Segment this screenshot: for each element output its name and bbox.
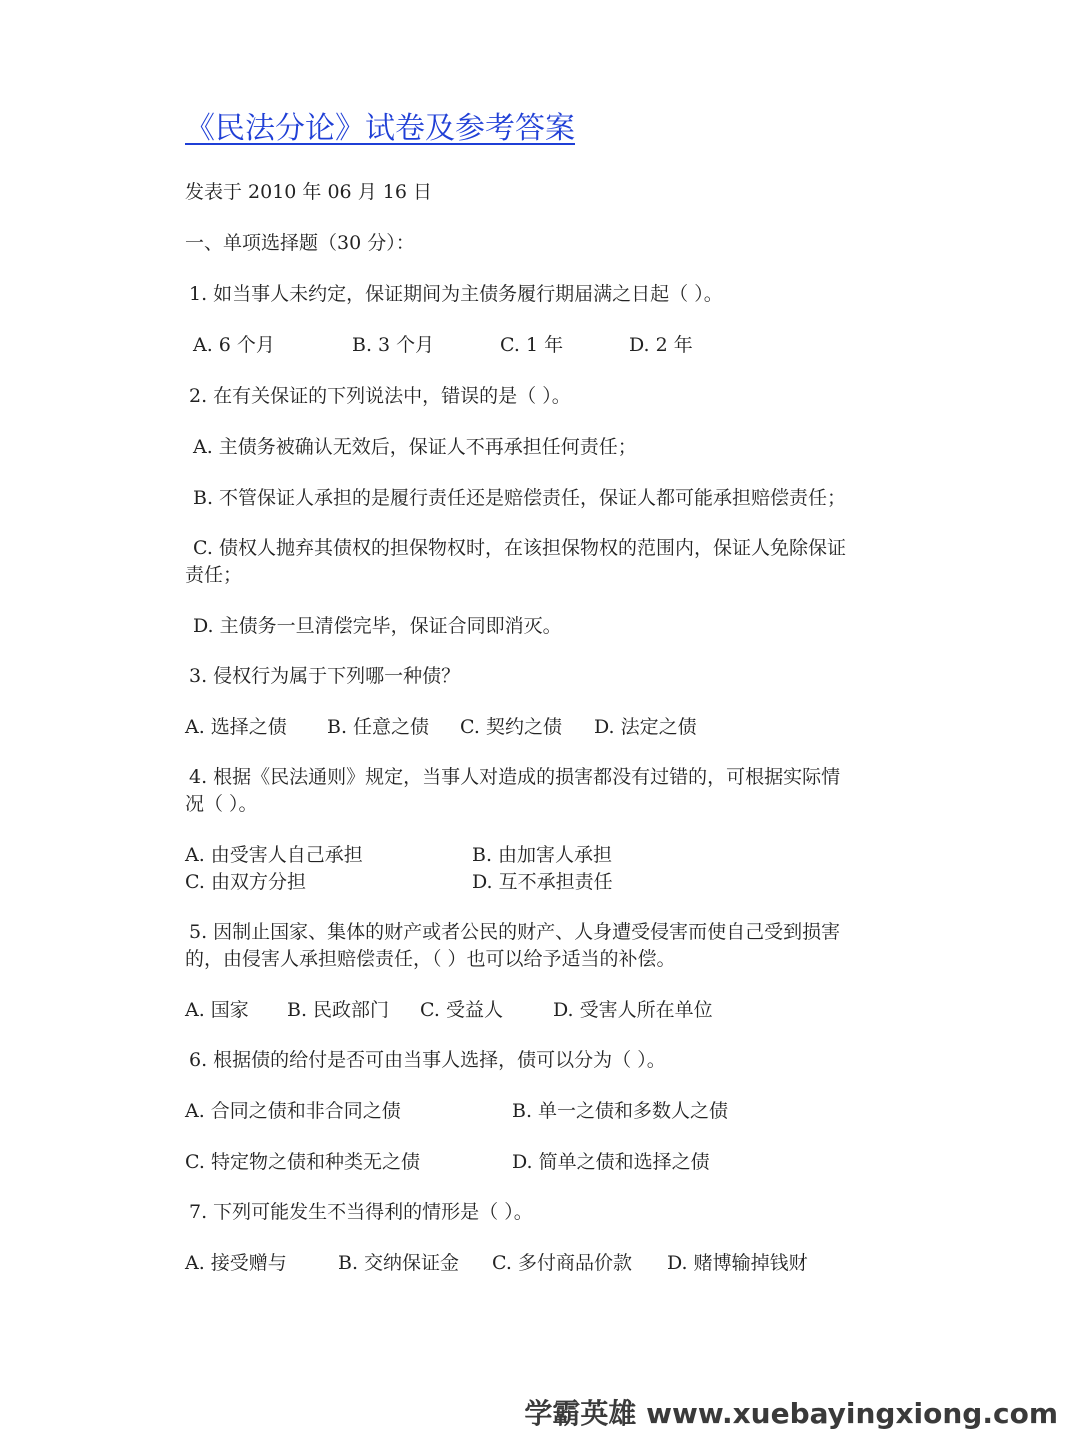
question-5-option-a: A. 国家 [185,999,249,1021]
question-5-option-d: D. 受害人所在单位 [553,999,713,1021]
question-3-option-b: B. 任意之债 [327,716,430,738]
question-2-option-c-cont: 责任； [185,564,243,586]
section-heading: 一、单项选择题（30 分）： [185,232,415,254]
question-1-stem: 1. 如当事人未约定，保证期间为主债务履行期届满之日起（ ）。 [189,283,723,305]
question-4-option-c: C. 由双方分担 [185,871,306,893]
question-6-option-a: A. 合同之债和非合同之债 [185,1100,401,1122]
question-1-option-b: B. 3 个月 [352,334,435,356]
question-5-option-c: C. 受益人 [420,999,503,1021]
question-5-option-b: B. 民政部门 [287,999,390,1021]
question-1-option-a: A. 6 个月 [193,334,275,356]
question-6-option-c: C. 特定物之债和种类无之债 [185,1151,420,1173]
question-6-stem: 6. 根据债的给付是否可由当事人选择，债可以分为（ ）。 [189,1049,666,1071]
question-2-option-d: D. 主债务一旦清偿完毕，保证合同即消灭。 [193,615,562,637]
question-3-stem: 3. 侵权行为属于下列哪一种债？ [189,665,461,687]
question-6-option-d: D. 简单之债和选择之债 [512,1151,710,1173]
question-7-stem: 7. 下列可能发生不当得利的情形是（ ）。 [189,1201,533,1223]
question-6-option-b: B. 单一之债和多数人之债 [512,1100,729,1122]
question-2-option-b: B. 不管保证人承担的是履行责任还是赔偿责任，保证人都可能承担赔偿责任； [193,487,847,509]
question-7-option-b: B. 交纳保证金 [338,1252,460,1274]
question-2-option-a: A. 主债务被确认无效后，保证人不再承担任何责任； [193,436,637,458]
site-watermark: 学霸英雄 www.xuebayingxiong.com [524,1397,1058,1430]
question-3-option-c: C. 契约之债 [460,716,562,738]
question-4-option-a: A. 由受害人自己承担 [185,844,363,866]
question-7-option-d: D. 赌博输掉钱财 [667,1252,808,1274]
question-4-stem: 4. 根据《民法通则》规定，当事人对造成的损害都没有过错的，可根据实际情 [189,766,841,788]
question-7-option-c: C. 多付商品价款 [492,1252,632,1274]
publish-date: 发表于 2010 年 06 月 16 日 [185,181,432,203]
question-4-option-d: D. 互不承担责任 [472,871,613,893]
question-2-option-c: C. 债权人抛弃其债权的担保物权时，在该担保物权的范围内，保证人免除保证 [193,537,846,559]
question-5-stem-cont: 的，由侵害人承担赔偿责任，（ ）也可以给予适当的补偿。 [185,948,676,970]
question-2-stem: 2. 在有关保证的下列说法中，错误的是（ ）。 [189,385,571,407]
document-title-link[interactable]: 《民法分论》试卷及参考答案 [185,111,575,146]
question-4-option-b: B. 由加害人承担 [472,844,613,866]
question-1-option-d: D. 2 年 [629,334,693,356]
question-5-stem: 5. 因制止国家、集体的财产或者公民的财产、人身遭受侵害而使自己受到损害 [189,921,841,943]
question-3-option-a: A. 选择之债 [185,716,287,738]
question-4-stem-cont: 况（ ）。 [185,793,258,815]
question-1-option-c: C. 1 年 [500,334,564,356]
question-3-option-d: D. 法定之债 [594,716,697,738]
question-7-option-a: A. 接受赠与 [185,1252,287,1274]
